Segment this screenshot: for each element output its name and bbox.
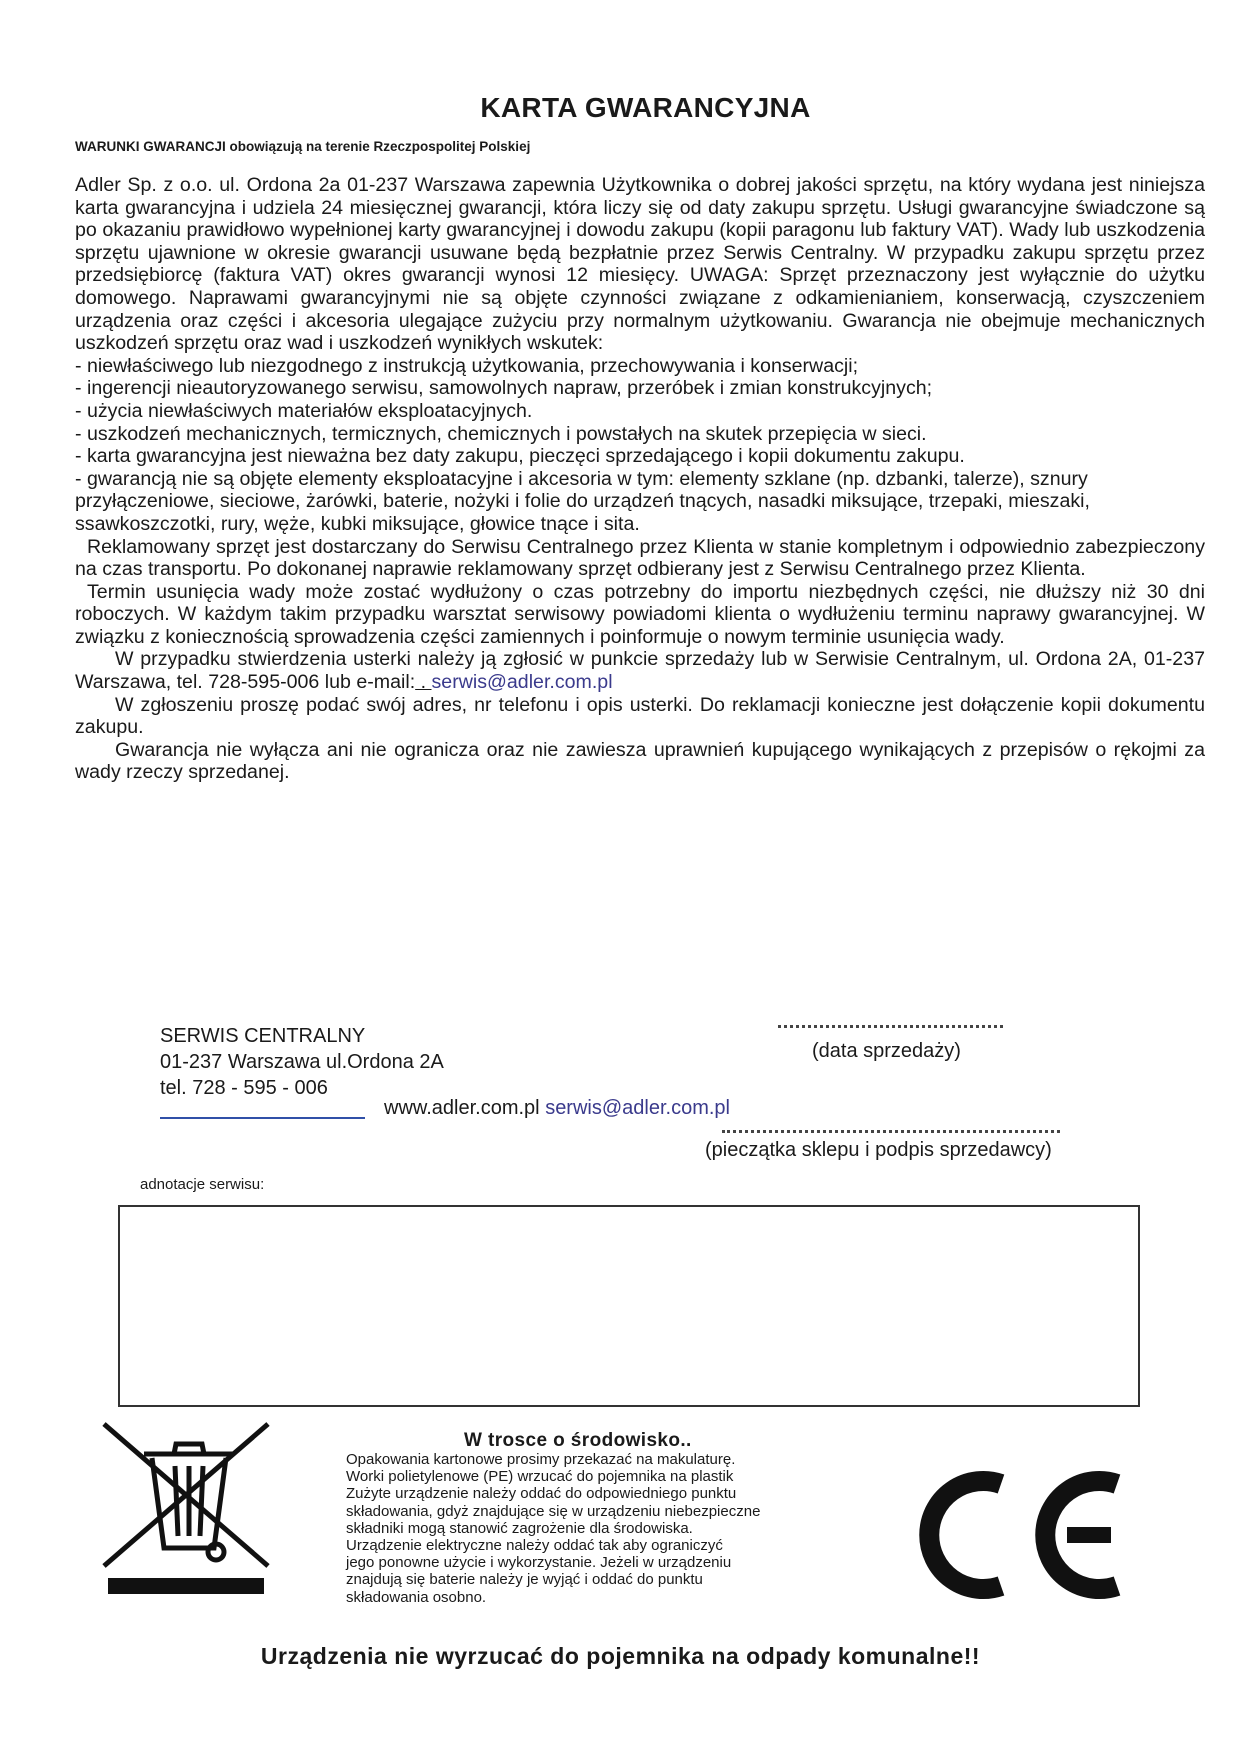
environment-line: składowania, gdyż znajdujące się w urządzeniu niebezpieczne: [346, 1502, 761, 1520]
environment-line: Worki polietylenowe (PE) wrzucać do pojemnika na plastik: [346, 1468, 734, 1486]
warranty-conditions-heading: WARUNKI GWARANCJI obowiązują na terenie Rzeczpospolitej Polskiej: [75, 139, 531, 154]
contact-email-link[interactable]: serwis@adler.com.pl: [545, 1097, 730, 1119]
crossed-out-wheelie-bin-icon: [100, 1418, 272, 1598]
warranty-terms: [75, 174, 1205, 784]
divider: [160, 1117, 365, 1119]
environment-line: znajdują się baterie należy je wyjąć i oddać do punktu: [346, 1571, 703, 1589]
service-notes-label: adnotacje serwisu:: [140, 1176, 265, 1193]
email-gap: .: [415, 671, 432, 694]
environment-line: składniki mogą stanowić zagrożenie dla środowiska.: [346, 1519, 693, 1537]
service-email-link[interactable]: serwis@adler.com.pl: [431, 671, 613, 694]
service-notes-box[interactable]: [118, 1205, 1140, 1407]
service-name: SERWIS CENTRALNY: [160, 1025, 366, 1047]
environment-line: Urządzenie elektryczne należy oddać tak aby ograniczyć: [346, 1537, 723, 1555]
list-item: - gwarancją nie są objęte elementy eksploatacyjne i akcesoria w tym: elementy szklane (np. dzbanki, talerze), sznury przyłączeniowe, sieciowe, żarówki, baterie, nożyki i folie do urządzeń tnących, nasadki miksujące, trzepaki, mieszaki, ssawkoszczotki, rury, węże, kubki miksujące, głowice tnące i sita.: [75, 467, 1090, 535]
list-item: - użycia niewłaściwych materiałów eksploatacyjnych.: [75, 399, 533, 422]
page-title: KARTA GWARANCYJNA: [480, 92, 811, 123]
environment-line: Zużyte urządzenie należy oddać do odpowiedniego punktu: [346, 1485, 737, 1503]
environment-line: Opakowania kartonowe prosimy przekazać na makulaturę.: [346, 1451, 736, 1468]
list-item: - uszkodzeń mechanicznych, termicznych, chemicznych i powstałych na skutek przepięcia w sieci.: [75, 422, 927, 445]
list-item: - karta gwarancyjna jest nieważna bez daty zakupu, pieczęci sprzedającego i kopii dokumentu zakupu.: [75, 445, 965, 468]
exclusions-list: [75, 355, 1205, 536]
service-address: 01-237 Warszawa ul.Ordona 2A: [160, 1051, 444, 1073]
website-link[interactable]: www.adler.com.pl: [384, 1097, 540, 1119]
sale-date-label: (data sprzedaży): [812, 1040, 961, 1062]
sale-date-field[interactable]: [778, 1025, 1003, 1028]
warranty-paragraph-repair-time: Termin usunięcia wady może zostać wydłużony o czas potrzebny do importu niezbędnych części, nie dłuższy niż 30 dni roboczych. W każdym takim przypadku warsztat serwisowy powiadomi klienta o wydłużeniu terminu naprawy gwarancyjnej. W związku z koniecznością sprowadzenia części zamiennych i poinformuje o nowym terminie usunięcia wady.: [75, 580, 1205, 648]
reporting-text: W przypadku stwierdzenia usterki należy ją zgłosić w punkcie sprzedaży lub w Serwisie Centralnym, ul. Ordona 2A, 01-237 Warszawa, tel. 728-595-006 lub e-mail:: [75, 648, 1205, 694]
shop-stamp-field[interactable]: [722, 1130, 1060, 1133]
ce-mark-icon: [905, 1470, 1130, 1600]
environment-info: [346, 1451, 866, 1606]
service-web-contacts: [384, 1097, 730, 1120]
environment-line: składowania osobno.: [346, 1588, 487, 1606]
disposal-warning: Urządzenia nie wyrzucać do pojemnika na odpady komunalne!!: [260, 1643, 981, 1669]
warranty-paragraph-reporting: [75, 648, 1205, 693]
service-phone: tel. 728 - 595 - 006: [160, 1077, 328, 1099]
list-item: - niewłaściwego lub niezgodnego z instrukcją użytkowania, przechowywania i konserwacji;: [75, 354, 859, 377]
shop-stamp-label: (pieczątka sklepu i podpis sprzedawcy): [705, 1139, 1052, 1161]
environment-line: jego ponowne użycie i wykorzystanie. Jeżeli w urządzeniu: [346, 1554, 732, 1572]
warranty-paragraph-complaint: W zgłoszeniu proszę podać swój adres, nr telefonu i opis usterki. Do reklamacji konieczne jest dołączenie kopii dokumentu zakupu.: [75, 693, 1205, 739]
service-contact: [160, 1023, 444, 1101]
warranty-paragraph-delivery: Reklamowany sprzęt jest dostarczany do Serwisu Centralnego przez Klienta w stanie kompletnym i odpowiednio zabezpieczony na czas transportu. Po dokonanej naprawie reklamowany sprzęt odbierany jest z Serwisu Centralnego przez Klienta.: [75, 535, 1205, 581]
warranty-paragraph-intro: Adler Sp. z o.o. ul. Ordona 2a 01-237 Warszawa zapewnia Użytkownika o dobrej jakości sprzętu, na który wydana jest niniejsza karta gwarancyjna i udziela 24 miesięcznej gwarancji, która liczy się od daty zakupu sprzętu. Usługi gwarancyjne świadczone są po okazaniu prawidłowo wypełnionej karty gwarancyjnej i dowodu zakupu (kopii paragonu lub faktury VAT). Wady lub uszkodzenia sprzętu ujawnione w okresie gwarancji usuwane będą bezpłatnie przez Serwis Centralny. W przypadku zakupu sprzętu przez przedsiębiorcę (faktura VAT) okres gwarancji wynosi 12 miesięcy. UWAGA: Sprzęt przeznaczony jest wyłącznie do użytku domowego. Naprawami gwarancyjnymi nie są objęte czynności związane z odkamienianiem, konserwacją, czyszczeniem urządzenia oraz części i akcesoria ulegające zużyciu przy normalnym użytkowaniu. Gwarancja nie obejmuje mechanicznych uszkodzeń sprzętu oraz wad i uszkodzeń wynikłych wskutek:: [75, 174, 1205, 355]
list-item: - ingerencji nieautoryzowanego serwisu, samowolnych napraw, przeróbek i zmian konstrukcyjnych;: [75, 377, 933, 400]
environment-heading: W trosce o środowisko..: [464, 1430, 692, 1451]
warranty-paragraph-statutory: Gwarancja nie wyłącza ani nie ogranicza oraz nie zawiesza uprawnień kupującego wynikających z przepisów o rękojmi za wady rzeczy sprzedanej.: [75, 738, 1205, 784]
